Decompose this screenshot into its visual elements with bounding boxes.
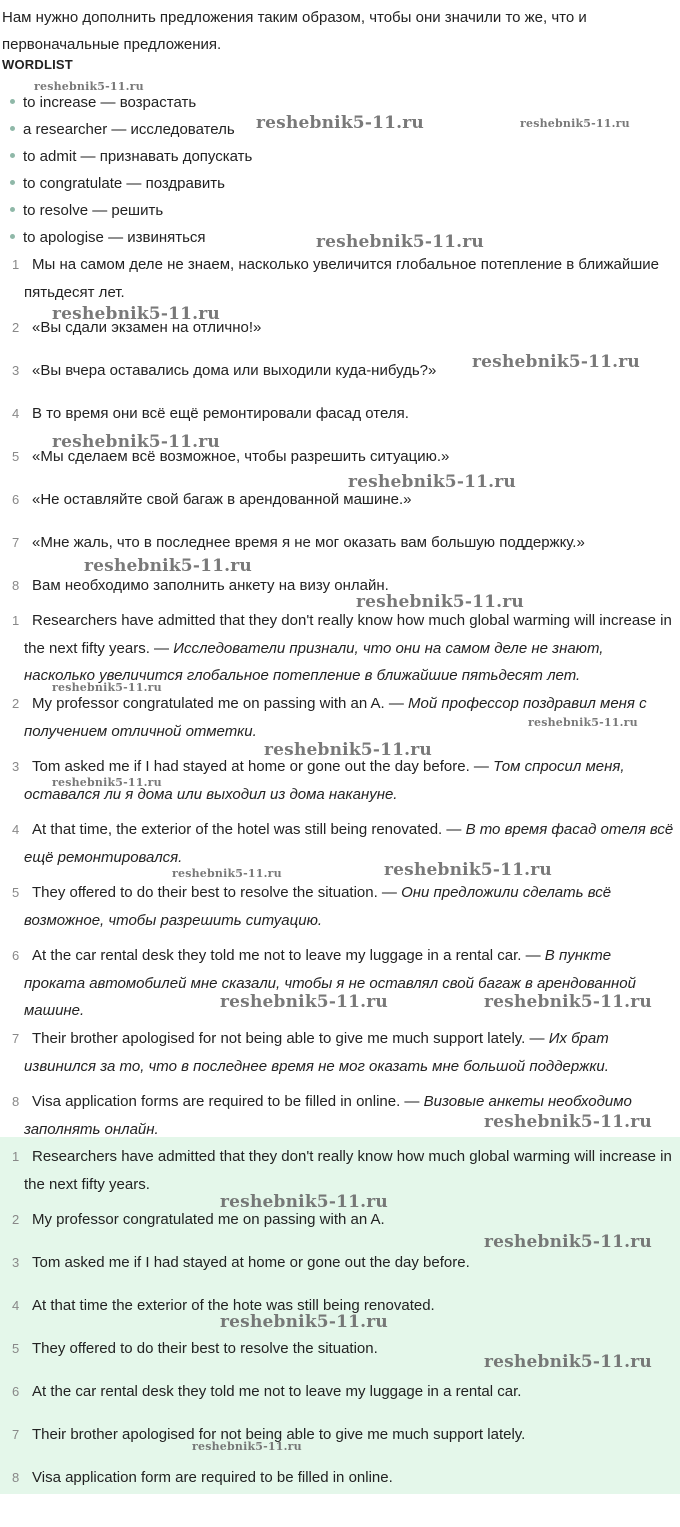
watermark: reshebnik5-11.ru (34, 80, 144, 93)
watermark: reshebnik5-11.ru (484, 1232, 652, 1252)
watermark: reshebnik5-11.ru (256, 113, 424, 133)
wordlist-item: to admit — признавать допускать (10, 143, 252, 170)
watermark: reshebnik5-11.ru (264, 740, 432, 760)
watermark: reshebnik5-11.ru (220, 1192, 388, 1212)
watermark: reshebnik5-11.ru (220, 992, 388, 1012)
watermark: reshebnik5-11.ru (52, 304, 220, 324)
bullet-icon (10, 126, 15, 131)
watermark: reshebnik5-11.ru (52, 432, 220, 452)
translated-item: 8 Visa application forms are required to be filled in online. — Визовые анкеты необходимо заполнять онлайн. (12, 1093, 632, 1138)
watermark: reshebnik5-11.ru (384, 860, 552, 880)
watermark: reshebnik5-11.ru (84, 556, 252, 576)
watermark: reshebnik5-11.ru (52, 681, 162, 694)
russian-item: 4 В то время они всё ещё ремонтировали фасад отеля. (12, 405, 409, 422)
wordlist-item: to increase — возрастать (10, 89, 196, 116)
translated-item: 6 At the car rental desk they told me not to leave my luggage in a rental car. — В пункте проката автомобилей мне сказали, чтобы я не оставлял свой багаж в арендованной машине. (12, 947, 636, 1019)
watermark: reshebnik5-11.ru (52, 776, 162, 789)
wordlist-title: WORDLIST (2, 57, 73, 72)
wordlist-item: to apologise — извиняться (10, 224, 206, 251)
translated-item: 2 My professor congratulated me on passing with an A. — Мой профессор поздравил меня с получением отличной отметки. (12, 695, 647, 740)
bullet-icon (10, 99, 15, 104)
translated-item: 5 They offered to do their best to resolve the situation. — Они предложили сделать всё возможное, чтобы разрешить ситуацию. (12, 884, 612, 929)
wordlist-item: a researcher — исследователь (10, 116, 235, 143)
watermark: reshebnik5-11.ru (528, 716, 638, 729)
translated-item: 3 Tom asked me if I had stayed at home or gone out the day before. — Том спросил меня, оставался ли я дома или выходил из дома накануне. (12, 758, 625, 803)
answer-item: 3 Tom asked me if I had stayed at home or gone out the day before. (12, 1254, 470, 1271)
russian-item: 8 Вам необходимо заполнить анкету на визу онлайн. (12, 577, 389, 594)
translated-item: 7 Their brother apologised for not being able to give me much support lately. — Их брат извинился за то, что в последнее время не мог оказать мне большой поддержки. (12, 1030, 609, 1075)
watermark: reshebnik5-11.ru (356, 592, 524, 612)
intro-text: Нам нужно дополнить предложения таким образом, чтобы они значили то же, что и первоначальные предложения. (2, 9, 587, 53)
watermark: reshebnik5-11.ru (484, 1352, 652, 1372)
russian-item: 6 «Не оставляйте свой багаж в арендованной машине.» (12, 491, 412, 508)
translated-item: 1 Researchers have admitted that they don't really know how much global warming will increase in the next fifty years. — Исследователи признали, что они на самом деле не знают, насколько увеличится глобальное потепление в ближайшие пятьдесят лет. (12, 612, 672, 684)
watermark: reshebnik5-11.ru (484, 992, 652, 1012)
bullet-icon (10, 153, 15, 158)
russian-item: 5 «Мы сделаем всё возможное, чтобы разрешить ситуацию.» (12, 448, 450, 465)
bullet-icon (10, 180, 15, 185)
answer-item: 1 Researchers have admitted that they don't really know how much global warming will increase in the next fifty years. (12, 1148, 672, 1193)
watermark: reshebnik5-11.ru (192, 1440, 302, 1453)
wordlist-item: to congratulate — поздравить (10, 170, 225, 197)
answer-item: 6 At the car rental desk they told me not to leave my luggage in a rental car. (12, 1383, 522, 1400)
watermark: reshebnik5-11.ru (220, 1312, 388, 1332)
bullet-icon (10, 234, 15, 239)
answer-item: 5 They offered to do their best to resolve the situation. (12, 1340, 378, 1357)
russian-item: 7 «Мне жаль, что в последнее время я не мог оказать вам большую поддержку.» (12, 534, 585, 551)
watermark: reshebnik5-11.ru (348, 472, 516, 492)
answer-item: 8 Visa application form are required to be filled in online. (12, 1469, 393, 1486)
watermark: reshebnik5-11.ru (472, 352, 640, 372)
answer-item: 2 My professor congratulated me on passing with an A. (12, 1211, 385, 1228)
answer-item: 4 At that time the exterior of the hote was still being renovated. (12, 1297, 435, 1314)
watermark: reshebnik5-11.ru (172, 867, 282, 880)
russian-item: 2 «Вы сдали экзамен на отлично!» (12, 319, 262, 336)
answer-item: 7 Their brother apologised for not being able to give me much support lately. (12, 1426, 526, 1443)
watermark: reshebnik5-11.ru (520, 117, 630, 130)
bullet-icon (10, 207, 15, 212)
russian-item: 3 «Вы вчера оставались дома или выходили куда-нибудь?» (12, 362, 437, 379)
translated-item: 4 At that time, the exterior of the hotel was still being renovated. — В то время фасад отеля всё ещё ремонтировался. (12, 821, 674, 866)
wordlist-item: to resolve — решить (10, 197, 163, 224)
watermark: reshebnik5-11.ru (484, 1112, 652, 1132)
watermark: reshebnik5-11.ru (316, 232, 484, 252)
russian-item: 1 Мы на самом деле не знаем, насколько увеличится глобальное потепление в ближайшие пятьдесят лет. (12, 256, 659, 301)
